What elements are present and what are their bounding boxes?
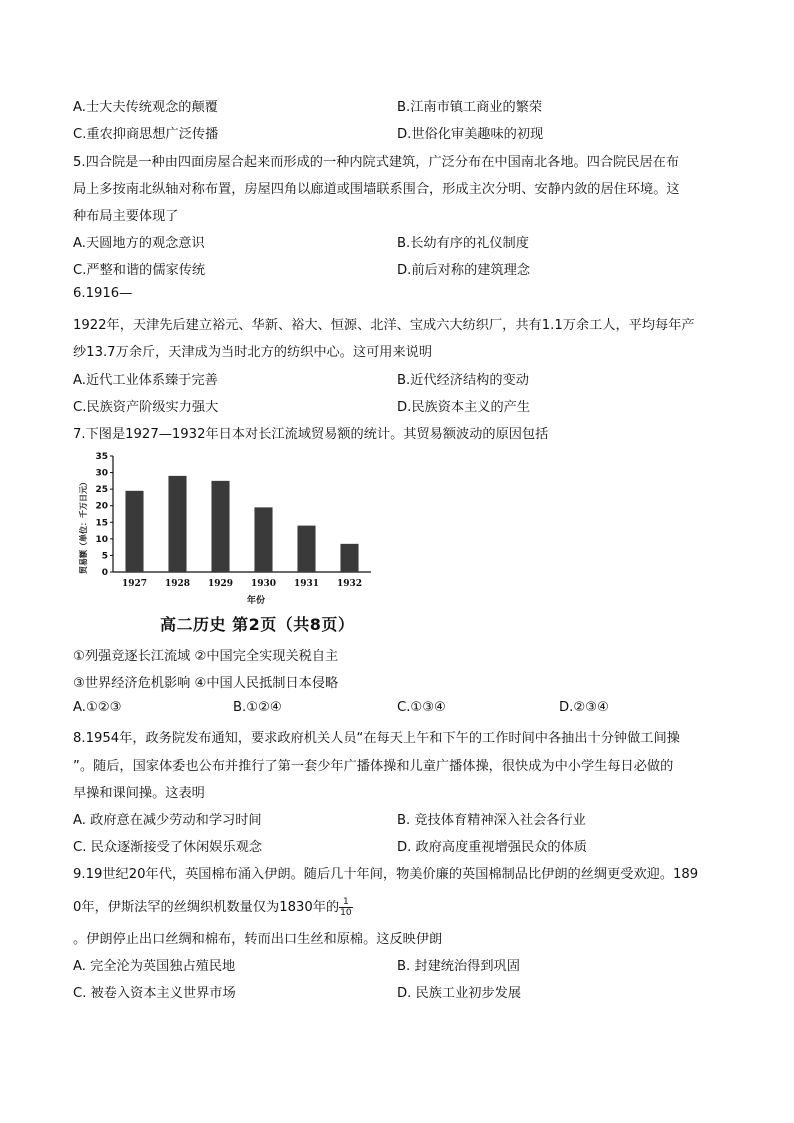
q5-option-a: A.天圆地方的观念意识: [73, 236, 205, 251]
q4-option-a: A.士大夫传统观念的颠覆: [73, 100, 218, 115]
x-tick-label-1932: 1932: [336, 579, 363, 589]
y-tick-label-0: 0: [101, 568, 108, 578]
q8-option-a: A. 政府意在减少劳动和学习时间: [73, 813, 262, 828]
q4-option-b: B.江南市镇工商业的繁荣: [397, 100, 543, 115]
y-tick-label-5: 25: [95, 485, 108, 496]
q6-stem-line2: 1922年，天津先后建立裕元、华新、裕大、恒源、北洋、宝成六大纺织厂，共有1.1万余工人，平均每年产: [73, 318, 695, 333]
x-tick-label-1929: 1929: [207, 579, 234, 589]
q8-option-d: D. 政府高度重视增强民众的体质: [397, 840, 587, 855]
q8-stem-line2: ”。随后，国家体委也公布并推行了第一套少年广播体操和儿童广播体操，很快成为中小学生每日必做的: [73, 759, 674, 774]
q7-item-line2: ③世界经济危机影响 ④中国人民抵制日本侵略: [73, 676, 339, 691]
bar-1928: [168, 476, 186, 572]
q9-stem-line2: [73, 896, 734, 918]
x-axis-label: 年份: [246, 596, 266, 606]
q6-stem-line1: 6.1916—: [73, 286, 133, 301]
q9-option-a: A. 完全沦为英国独占殖民地: [73, 959, 236, 974]
page-footer: 高二历史 第2页（共8页）: [160, 615, 355, 634]
y-tick-label-3: 15: [95, 518, 108, 529]
y-tick-label-6: 30: [95, 468, 108, 479]
q5-option-c: C.严整和谐的儒家传统: [73, 263, 206, 278]
bar-1929: [211, 481, 229, 572]
q7-item-line1: ①列强竞逐长江流域 ②中国完全实现关税自主: [73, 649, 339, 664]
q5-option-d: D.前后对称的建筑理念: [397, 263, 531, 278]
bar-1930: [254, 507, 272, 572]
q9-stem-line3: 。伊朗停止出口丝绸和棉布，转而出口生丝和原棉。这反映伊朗: [73, 932, 443, 947]
trade-bar-chart: [73, 448, 373, 608]
q6-stem-line3: 纱13.7万余斤，天津成为当时北方的纺织中心。这可用来说明: [73, 345, 433, 360]
q5-stem-line1: 5.四合院是一种由四面房屋合起来而形成的一种内院式建筑，广泛分布在中国南北各地。四合院民居在布: [73, 155, 680, 170]
q7-option-b: B.①②④: [233, 700, 282, 715]
y-tick-label-7: 35: [95, 452, 108, 462]
bar-1931: [297, 526, 315, 572]
q6-option-c: C.民族资产阶级实力强大: [73, 400, 219, 415]
y-axis-label: 贸易额（单位：千万日元）: [79, 478, 88, 574]
q9-option-d: D. 民族工业初步发展: [397, 986, 522, 1001]
x-tick-label-1928: 1928: [164, 579, 191, 589]
fraction: [339, 897, 352, 918]
y-tick-label-2: 10: [95, 534, 108, 545]
q7-option-c: C.①③④: [397, 700, 446, 715]
x-tick-label-1931: 1931: [293, 579, 320, 589]
y-tick-label-1: 5: [101, 551, 108, 562]
x-tick-label-1930: 1930: [250, 579, 277, 589]
q8-option-c: C. 民众逐渐接受了休闲娱乐观念: [73, 840, 263, 855]
x-tick-label-1927: 1927: [121, 579, 148, 589]
q4-option-d: D.世俗化审美趣味的初现: [397, 127, 544, 142]
q7-option-d: D.②③④: [559, 700, 609, 715]
q5-stem-line3: 种布局主要体现了: [73, 209, 179, 224]
fraction-numerator: 1: [339, 897, 352, 908]
bar-1932: [340, 544, 358, 572]
q6-option-d: D.民族资本主义的产生: [397, 400, 531, 415]
q6-option-a: A.近代工业体系臻于完善: [73, 373, 218, 388]
bar-1927: [125, 491, 143, 572]
q5-option-b: B.长幼有序的礼仪制度: [397, 236, 529, 251]
q9-option-b: B. 封建统治得到巩固: [397, 959, 520, 974]
q6-option-b: B.近代经济结构的变动: [397, 373, 529, 388]
q9-stem-line1: 9.19世纪20年代，英国棉布涌入伊朗。随后几十年间，物美价廉的英国棉制品比伊朗的丝绸更受欢迎。189: [73, 867, 699, 882]
q7-stem-line1: 7.下图是1927—1932年日本对长江流域贸易额的统计。其贸易额波动的原因包括: [73, 427, 549, 442]
q8-option-b: B. 竞技体育精神深入社会各行业: [397, 813, 586, 828]
q9-option-c: C. 被卷入资本主义世界市场: [73, 986, 236, 1001]
q5-stem-line2: 局上多按南北纵轴对称布置，房屋四角以廊道或围墙联系围合，形成主次分明、安静内敛的居住环境。这: [73, 182, 680, 197]
q9-stem-line2-text: 0年，伊斯法罕的丝绸织机数量仅为1830年的: [73, 900, 340, 915]
q8-stem-line1: 8.1954年，政务院发布通知，要求政府机关人员“在每天上午和下午的工作时间中各抽出十分钟做工间操: [73, 731, 680, 746]
q8-stem-line3: 早操和课间操。这表明: [73, 786, 205, 801]
y-tick-label-4: 20: [95, 501, 108, 512]
q7-option-a: A.①②③: [73, 700, 122, 715]
fraction-denominator: 10: [340, 907, 352, 918]
q4-option-c: C.重农抑商思想广泛传播: [73, 127, 219, 142]
